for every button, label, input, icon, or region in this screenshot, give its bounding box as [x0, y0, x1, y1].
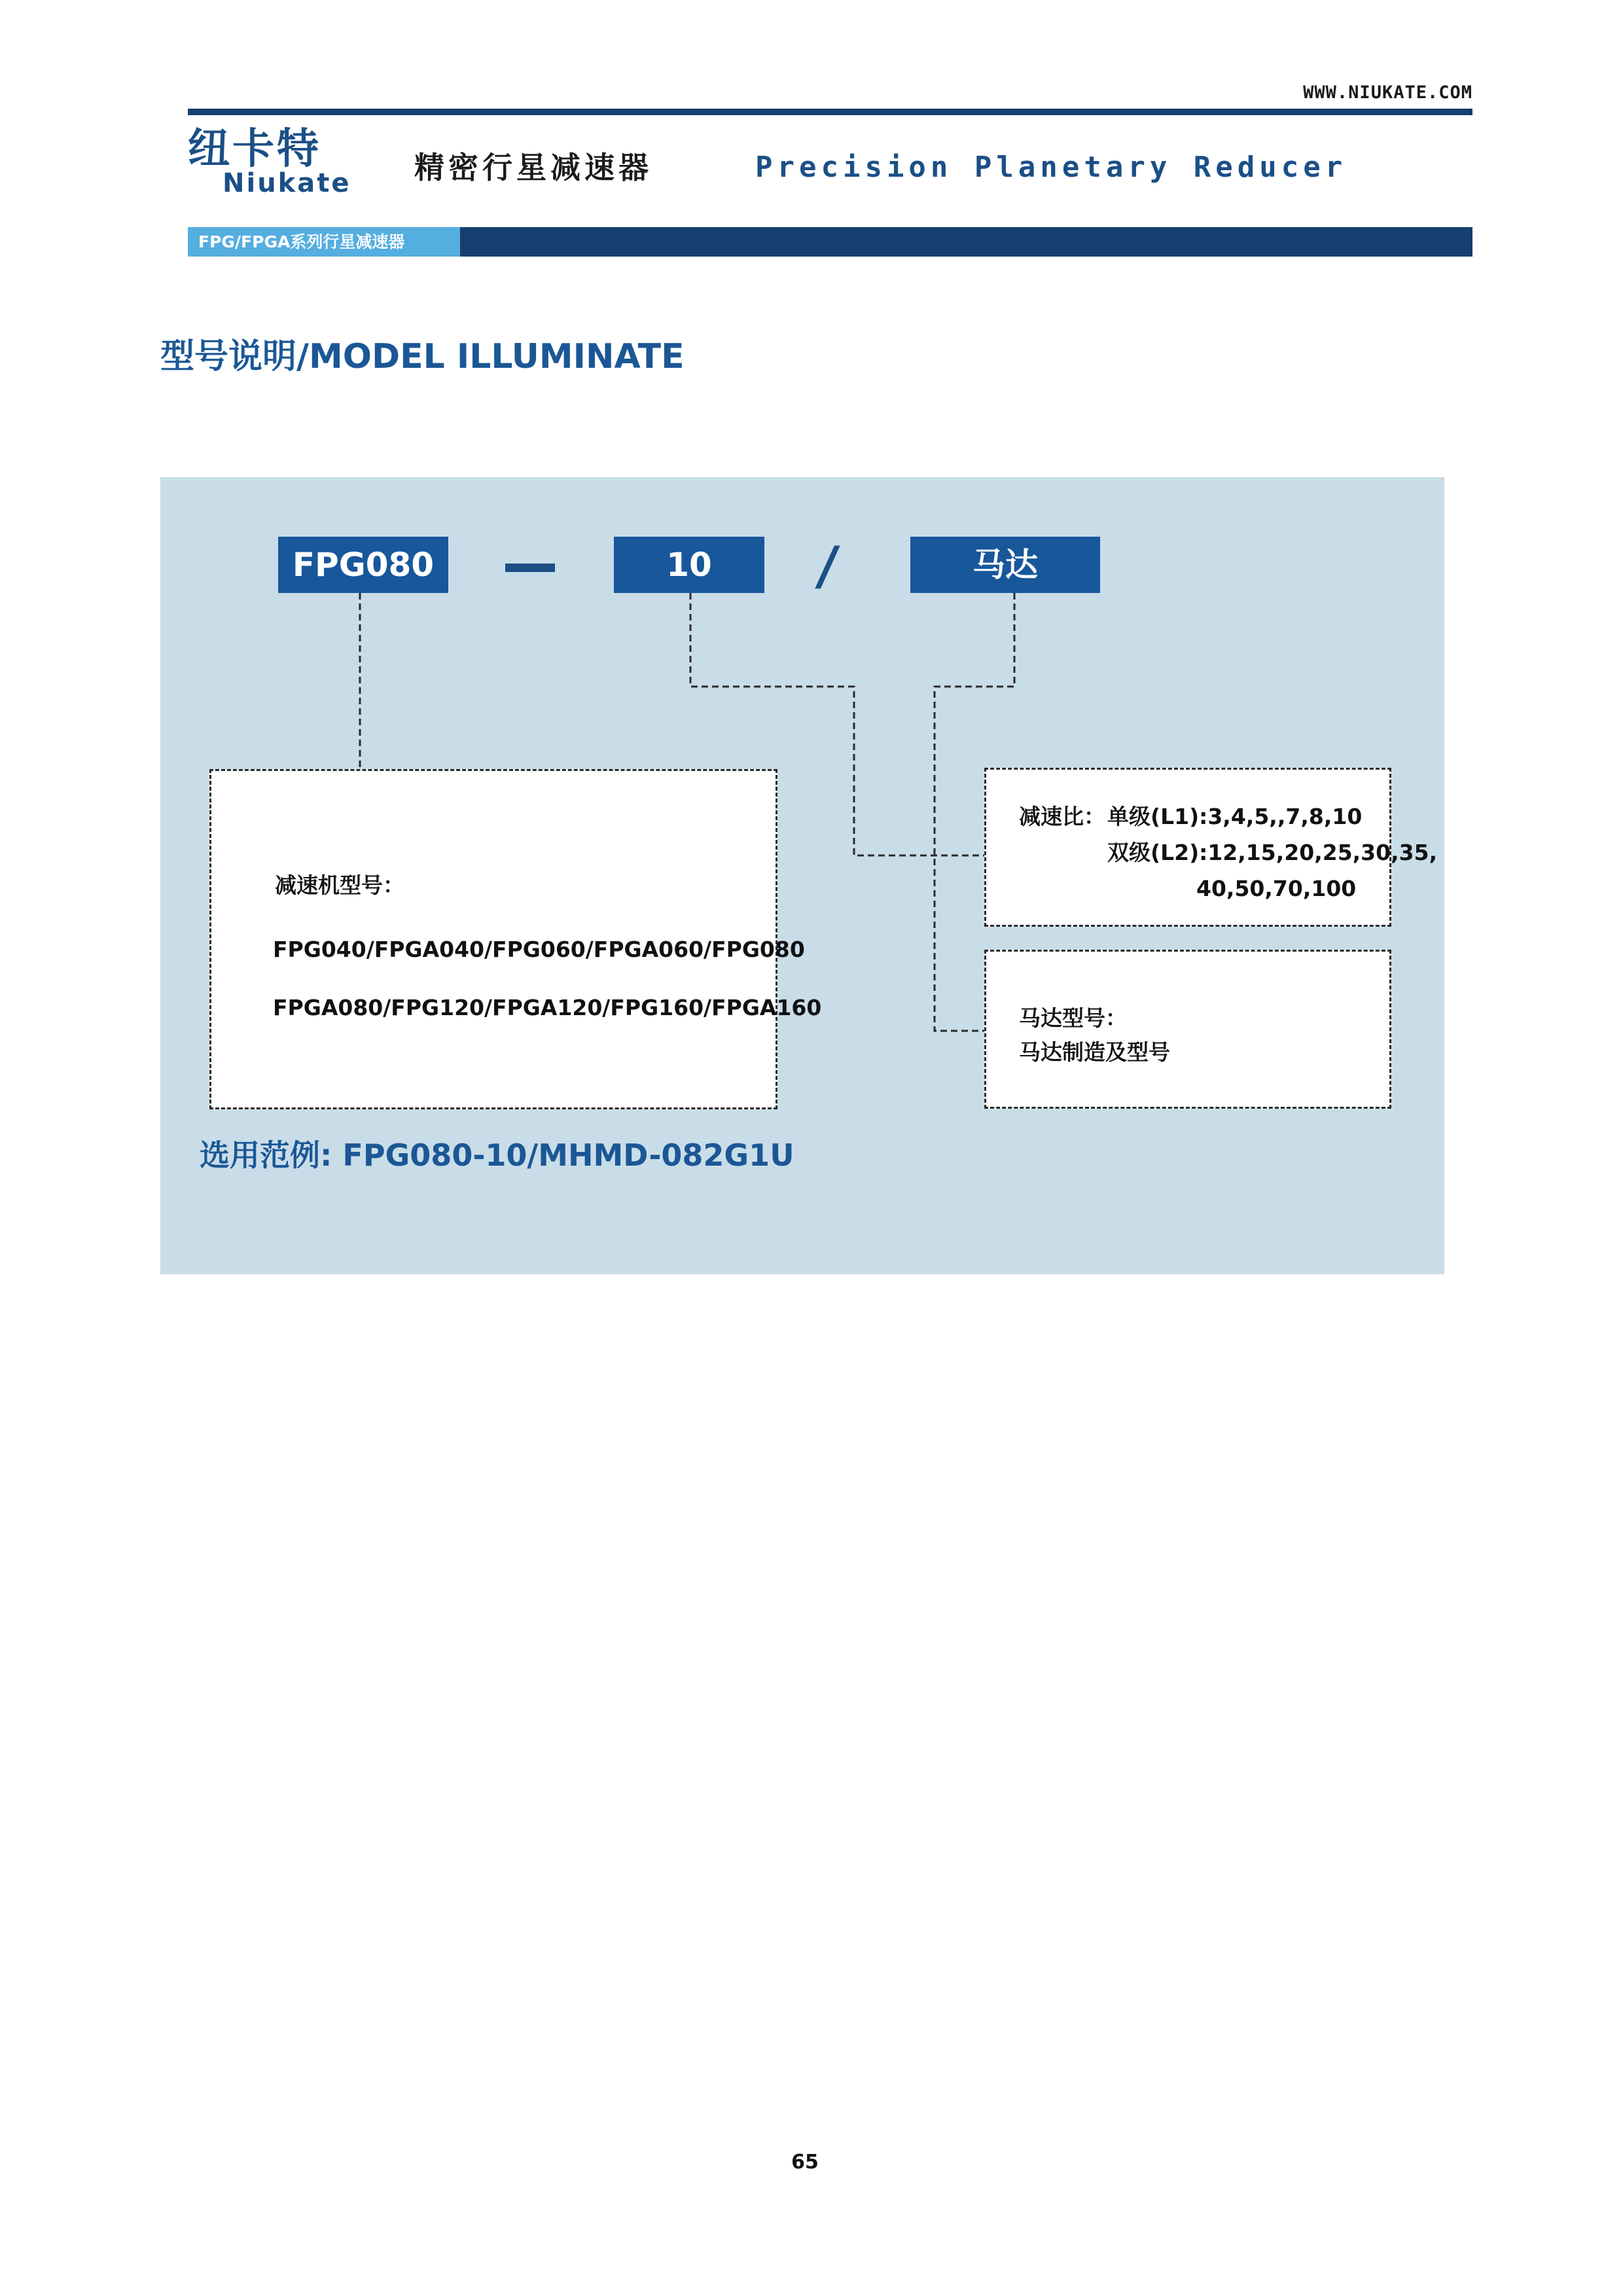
- logo-chinese: 纽卡特: [188, 125, 321, 173]
- model-box-label: 减速机型号：: [275, 872, 404, 898]
- header-title-cn: 精密行星减速器: [414, 150, 652, 185]
- website-url: WWW.NIUKATE.COM: [1303, 82, 1472, 103]
- ratio-box-double: 双级(L2):12,15,20,25,30,35,: [1107, 840, 1438, 865]
- model-box-line2: FPGA080/FPG120/FPGA120/FPG160/FPGA160: [273, 995, 822, 1020]
- page-number: 65: [791, 2151, 819, 2174]
- ratio-box-double-cont: 40,50,70,100: [1196, 876, 1357, 901]
- selection-example: 选用范例: FPG080-10/MHMD-082G1U: [200, 1138, 794, 1173]
- code-ratio-box: 10: [614, 537, 764, 593]
- header-title-en: Precision Planetary Reducer: [755, 151, 1347, 184]
- logo-english: Niukate: [223, 168, 351, 198]
- series-tab: FPG/FPGA系列行星减速器: [188, 227, 460, 257]
- code-model-box: FPG080: [278, 537, 448, 593]
- model-box-line1: FPG040/FPGA040/FPG060/FPGA060/FPG080: [273, 937, 805, 962]
- code-slash-separator: /: [813, 535, 842, 596]
- motor-box-desc: 马达制造及型号: [1019, 1039, 1170, 1065]
- ratio-box-label: 减速比：: [1019, 804, 1105, 829]
- ratio-box-single: 单级(L1):3,4,5,,7,8,10: [1107, 804, 1363, 829]
- motor-box-label: 马达型号：: [1019, 1005, 1127, 1031]
- code-motor-box: 马达: [910, 537, 1100, 593]
- section-title: 型号说明/MODEL ILLUMINATE: [160, 337, 685, 376]
